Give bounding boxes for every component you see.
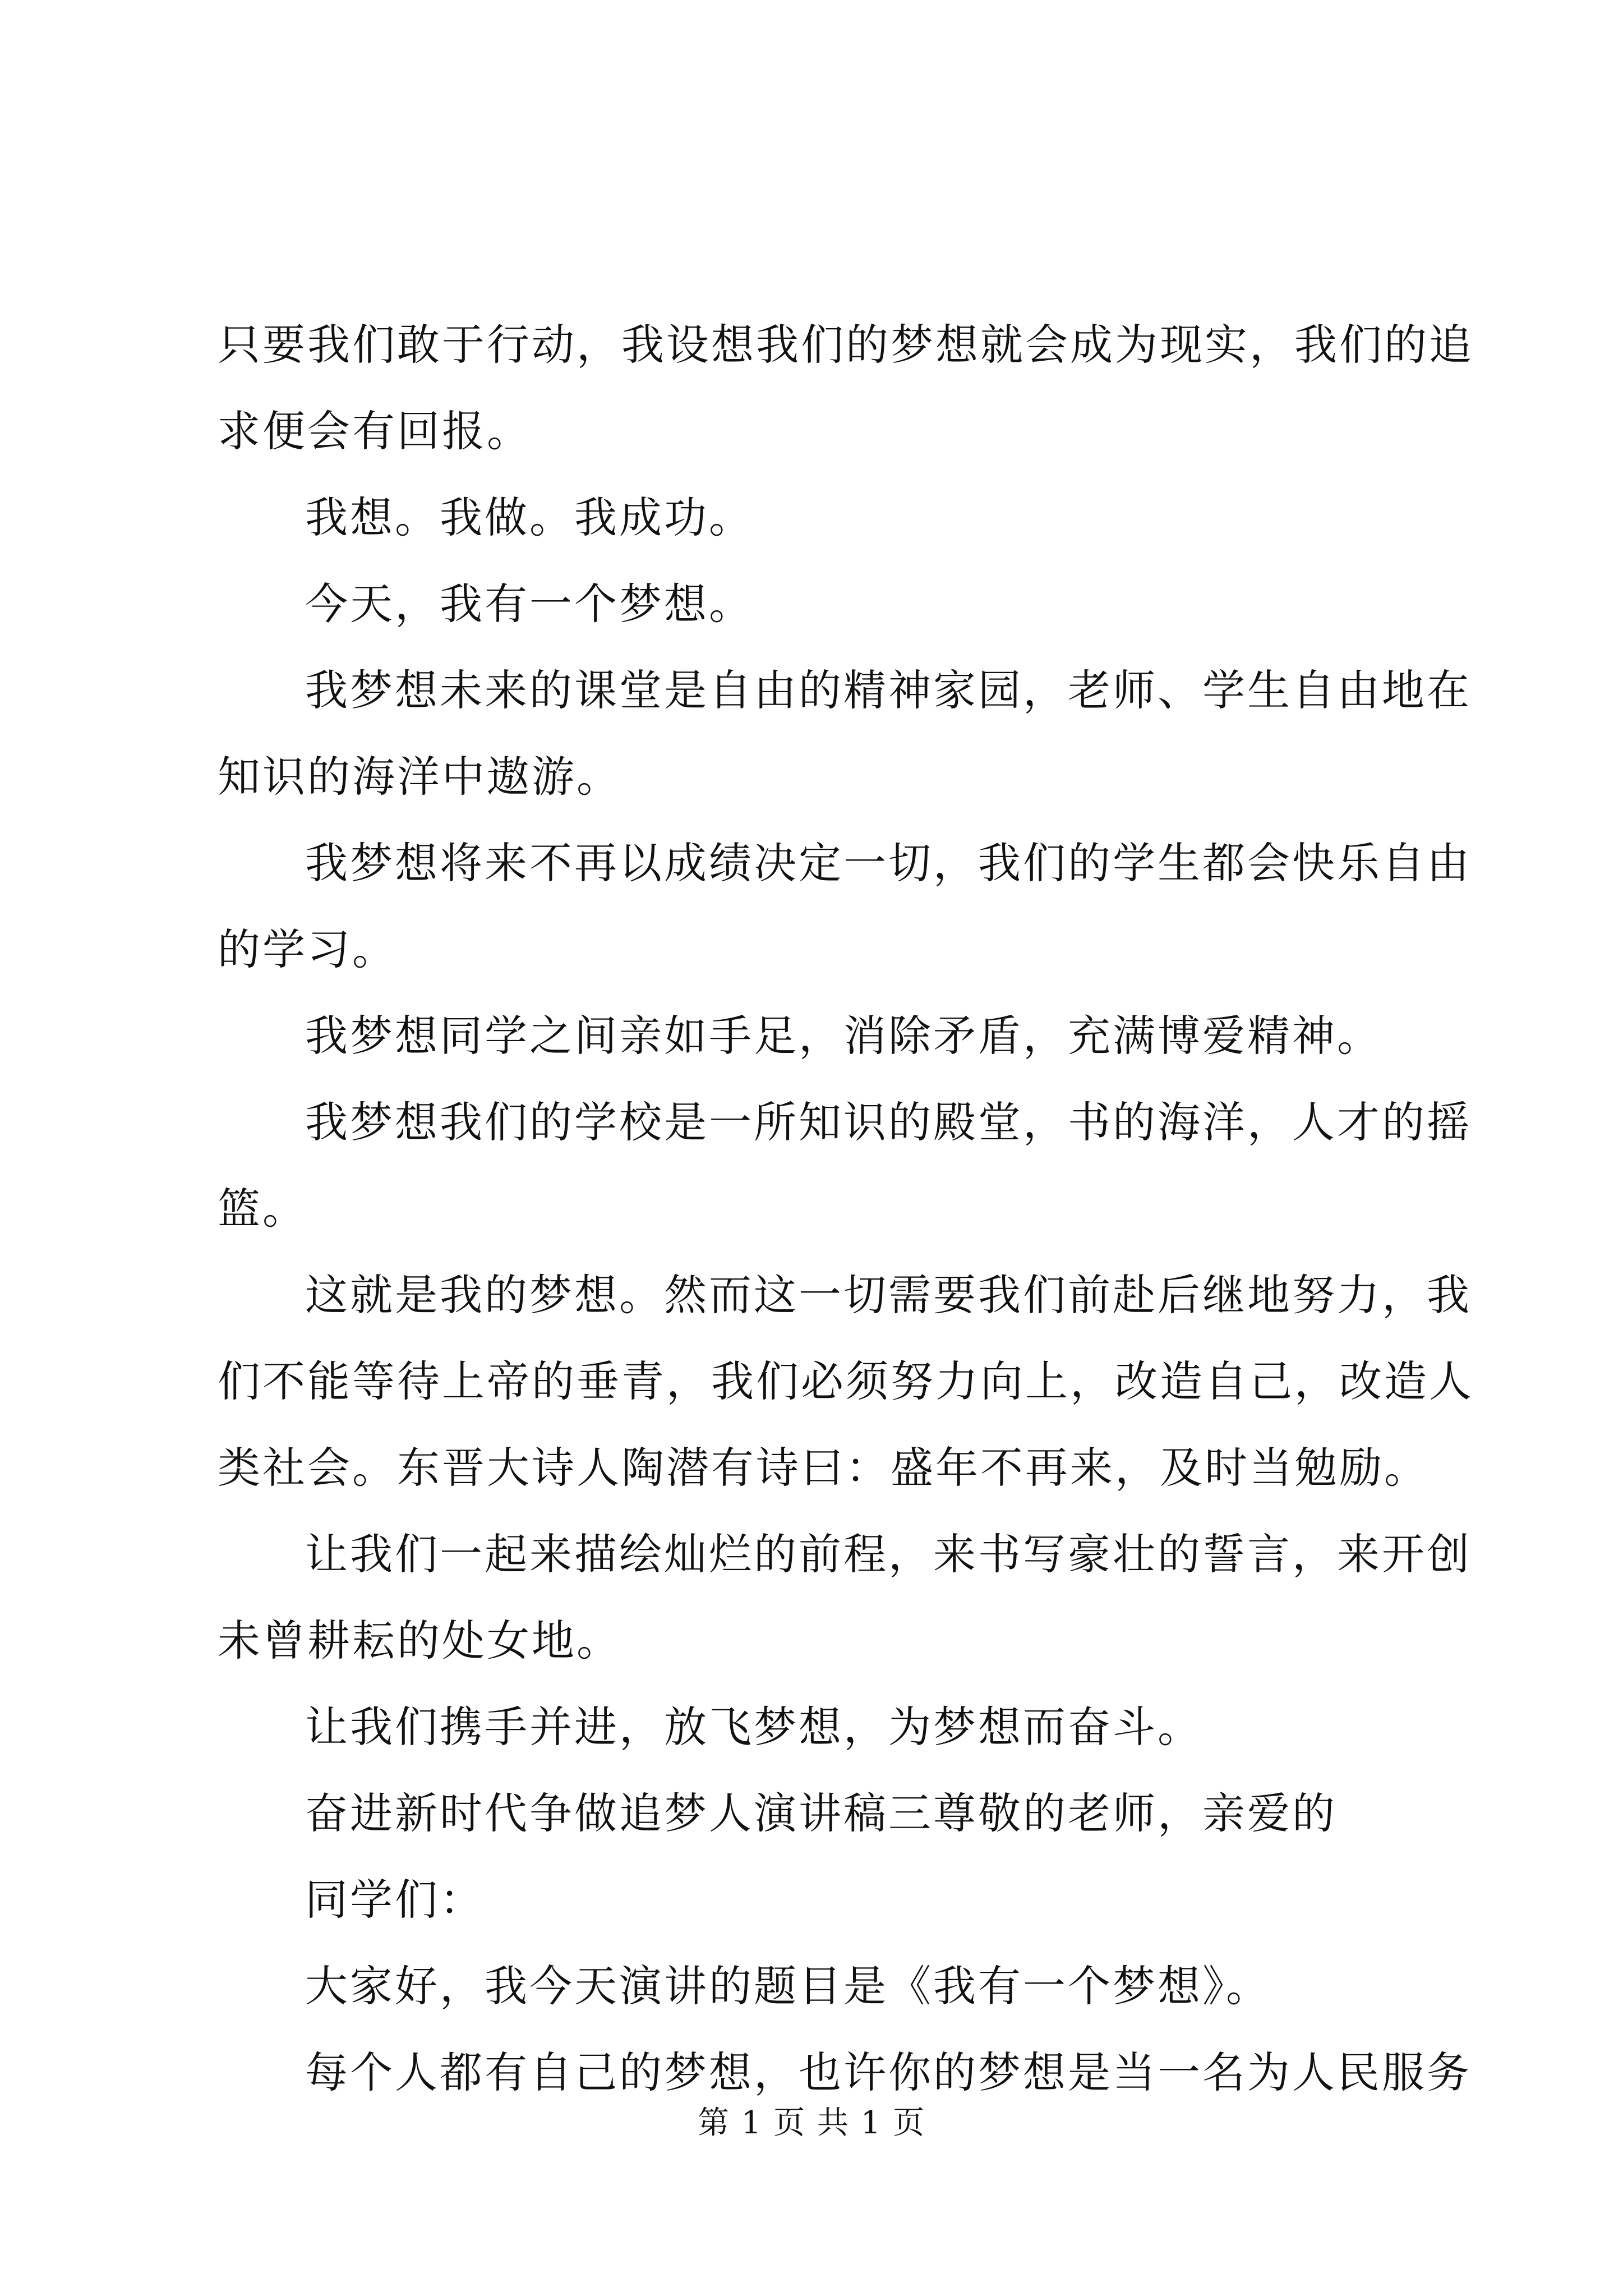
text-line: 每个人都有自己的梦想，也许你的梦想是当一名为人民服务 bbox=[305, 2047, 1472, 2097]
document-body bbox=[218, 302, 1474, 2116]
text-line: 今天，我有一个梦想。 bbox=[305, 579, 754, 629]
text-line: 让我们一起来描绘灿烂的前程，来书写豪壮的誓言，来开创 bbox=[305, 1529, 1472, 1579]
text-line: 知识的海洋中遨游。 bbox=[218, 752, 621, 802]
page-number-label: 第 1 页 共 1 页 bbox=[697, 2105, 926, 2141]
text-line: 我想。我做。我成功。 bbox=[305, 493, 754, 542]
text-line: 我梦想未来的课堂是自由的精神家园，老师、学生自由地在 bbox=[305, 665, 1472, 715]
text-line: 奋进新时代争做追梦人演讲稿三尊敬的老师，亲爱的 bbox=[305, 1788, 1337, 1838]
text-line: 的学习。 bbox=[218, 924, 397, 974]
text-line: 类社会。东晋大诗人陶潜有诗曰：盛年不再来，及时当勉励。 bbox=[218, 1443, 1429, 1493]
text-line: 只要我们敢于行动，我设想我们的梦想就会成为现实，我们的追 bbox=[218, 320, 1474, 370]
text-line: 让我们携手并进，放飞梦想，为梦想而奋斗。 bbox=[305, 1702, 1202, 1752]
text-line: 未曾耕耘的处女地。 bbox=[218, 1616, 621, 1665]
page-footer bbox=[0, 2101, 1623, 2146]
text-line: 我梦想同学之间亲如手足，消除矛盾，充满博爱精神。 bbox=[305, 1011, 1382, 1061]
text-line: 求便会有回报。 bbox=[218, 406, 532, 456]
text-line: 同学们： bbox=[305, 1875, 485, 1925]
text-line: 大家好，我今天演讲的题目是《我有一个梦想》。 bbox=[305, 1961, 1271, 2011]
text-line: 我梦想我们的学校是一所知识的殿堂，书的海洋，人才的摇 bbox=[305, 1097, 1472, 1147]
text-line: 这就是我的梦想。然而这一切需要我们前赴后继地努力，我 bbox=[305, 1270, 1472, 1320]
text-line: 们不能等待上帝的垂青，我们必须努力向上，改造自己，改造人 bbox=[218, 1356, 1474, 1406]
text-line: 篮。 bbox=[218, 1184, 307, 1234]
text-line: 我梦想将来不再以成绩决定一切，我们的学生都会快乐自由 bbox=[305, 838, 1472, 888]
